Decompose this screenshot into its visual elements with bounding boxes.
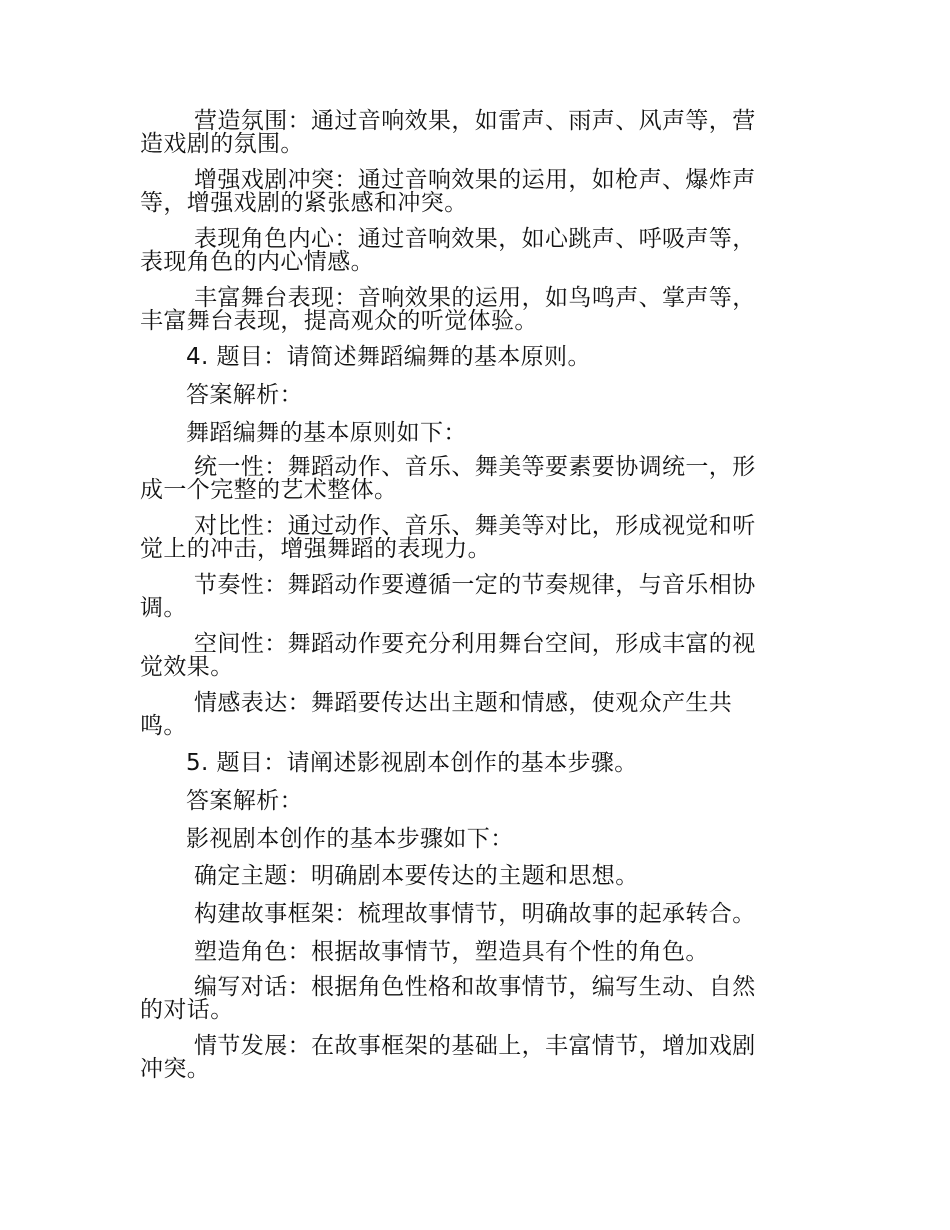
paragraph-inner-emotion	[140, 228, 792, 274]
paragraph-contrast	[140, 515, 792, 561]
text-line: 对比性：通过动作、音乐、舞美等对比，形成视觉和听	[194, 513, 756, 539]
text-line: 空间性：舞蹈动作要充分利用舞台空间，形成丰富的视	[194, 631, 756, 657]
paragraph-conflict	[140, 169, 792, 215]
answer-intro: 舞蹈编舞的基本原则如下：	[186, 420, 467, 446]
question-5-heading: 5. 题目：请阐述影视剧本创作的基本步骤。	[186, 750, 638, 776]
text-line: 觉上的冲击，增强舞蹈的表现力。	[140, 536, 491, 562]
paragraph-dialogue	[140, 976, 792, 1022]
text-line: 调。	[140, 595, 187, 621]
text-line: 节奏性：舞蹈动作要遵循一定的节奏规律，与音乐相协	[194, 572, 756, 598]
text-line: 的对话。	[140, 997, 234, 1023]
text-line: 表现角色内心：通过音响效果，如心跳声、呼吸声等，	[194, 226, 756, 252]
paragraph-space	[140, 633, 792, 679]
text-line: 觉效果。	[140, 654, 234, 680]
answer-label: 答案解析：	[186, 788, 303, 814]
paragraph-atmosphere	[140, 110, 792, 156]
paragraph-emotion	[140, 692, 792, 738]
text-line: 情节发展：在故事框架的基础上，丰富情节，增加戏剧	[194, 1033, 756, 1059]
step-story-framework: 构建故事框架：梳理故事情节，明确故事的起承转合。	[194, 901, 756, 927]
text-line: 情感表达：舞蹈要传达出主题和情感，使观众产生共	[194, 690, 733, 716]
paragraph-unity	[140, 456, 792, 502]
text-line: 成一个完整的艺术整体。	[140, 477, 398, 503]
step-theme: 确定主题：明确剧本要传达的主题和思想。	[194, 863, 639, 889]
text-line: 等，增强戏剧的紧张感和冲突。	[140, 190, 468, 216]
paragraph-rhythm	[140, 574, 792, 620]
answer-label: 答案解析：	[186, 382, 303, 408]
text-line: 编写对话：根据角色性格和故事情节，编写生动、自然	[194, 974, 756, 1000]
text-line: 统一性：舞蹈动作、音乐、舞美等要素要协调统一，形	[194, 454, 756, 480]
step-characters: 塑造角色：根据故事情节，塑造具有个性的角色。	[194, 939, 709, 965]
text-line: 营造氛围：通过音响效果，如雷声、雨声、风声等，营	[194, 108, 756, 134]
text-line: 增强戏剧冲突：通过音响效果的运用，如枪声、爆炸声	[194, 167, 756, 193]
text-line: 鸣。	[140, 713, 187, 739]
answer-intro: 影视剧本创作的基本步骤如下：	[186, 826, 514, 852]
text-line: 丰富舞台表现，提高观众的听觉体验。	[140, 308, 538, 334]
paragraph-stage-expression	[140, 287, 792, 333]
question-4-heading: 4. 题目：请简述舞蹈编舞的基本原则。	[186, 344, 591, 370]
text-line: 冲突。	[140, 1056, 211, 1082]
paragraph-plot-development	[140, 1035, 792, 1081]
text-line: 丰富舞台表现：音响效果的运用，如鸟鸣声、掌声等，	[194, 285, 756, 311]
text-line: 造戏剧的氛围。	[140, 131, 304, 157]
text-line: 表现角色的内心情感。	[140, 249, 374, 275]
